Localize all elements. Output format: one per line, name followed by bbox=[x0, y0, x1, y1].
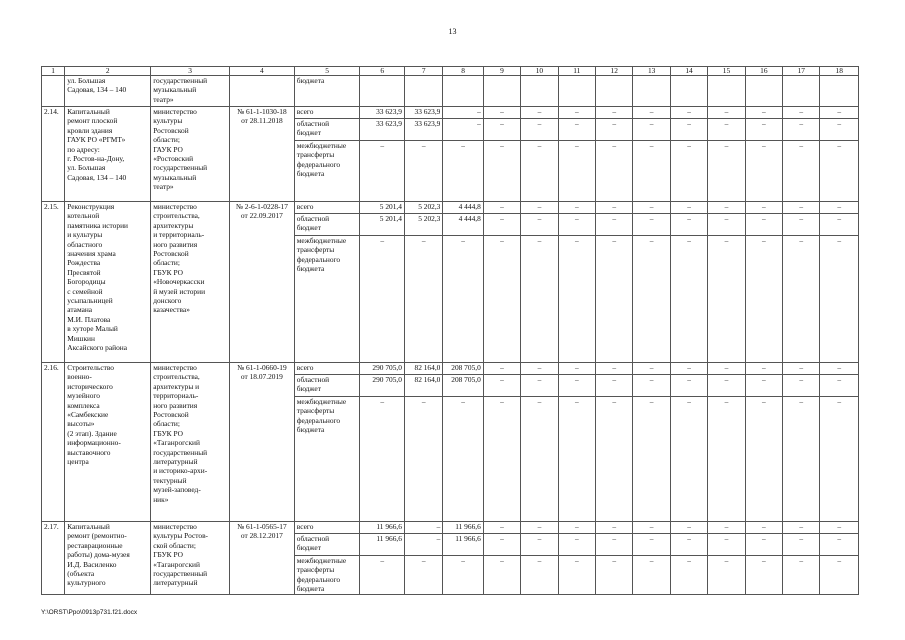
value-cell: – bbox=[708, 522, 745, 534]
value-cell: – bbox=[708, 534, 745, 556]
program-table bbox=[41, 66, 859, 595]
value-cell: – bbox=[670, 534, 707, 556]
value-cell: – bbox=[558, 202, 595, 214]
value-cell: 5 202,3 bbox=[404, 214, 442, 236]
value-cell: – bbox=[708, 556, 745, 595]
value-cell: – bbox=[633, 107, 670, 119]
object-name-cell: Реконструкция котельной памятника истории и культуры областного значения храма Рождества Пресвятой Богородицы с семейной усыпальницей атамана М.И. Платова в хуторе Малый Мишкин Аксайского района bbox=[65, 202, 151, 363]
value-cell: – bbox=[820, 397, 859, 522]
column-number-header: 8 bbox=[443, 67, 483, 76]
value-cell: – bbox=[633, 363, 670, 375]
column-number-header: 9 bbox=[483, 67, 520, 76]
value-cell: – bbox=[596, 397, 633, 522]
value-cell bbox=[360, 76, 404, 107]
value-cell: – bbox=[404, 141, 442, 202]
value-cell: – bbox=[483, 522, 520, 534]
value-cell: – bbox=[483, 236, 520, 363]
value-cell: – bbox=[820, 522, 859, 534]
funding-source-cell: межбюджетные трансферты федерального бюджета bbox=[294, 556, 360, 595]
value-cell: – bbox=[783, 141, 820, 202]
object-name-cell: Капитальный ремонт (ремонтно- реставрационные работы) дома-музея И.Д. Василенко (объекта культурного bbox=[65, 522, 151, 595]
value-cell: – bbox=[404, 397, 442, 522]
value-cell: – bbox=[745, 107, 782, 119]
value-cell: 4 444,8 bbox=[443, 202, 483, 214]
value-cell: 4 444,8 bbox=[443, 214, 483, 236]
value-cell: – bbox=[708, 236, 745, 363]
value-cell: – bbox=[360, 397, 404, 522]
column-number-header: 14 bbox=[670, 67, 707, 76]
value-cell: – bbox=[820, 534, 859, 556]
value-cell: – bbox=[596, 375, 633, 397]
value-cell: – bbox=[443, 556, 483, 595]
value-cell: – bbox=[558, 363, 595, 375]
value-cell: – bbox=[596, 236, 633, 363]
value-cell: – bbox=[443, 236, 483, 363]
item-number-cell: 2.14. bbox=[42, 107, 65, 202]
value-cell: 208 705,0 bbox=[443, 375, 483, 397]
value-cell: – bbox=[596, 556, 633, 595]
column-number-header: 7 bbox=[404, 67, 442, 76]
value-cell: – bbox=[708, 202, 745, 214]
object-name-cell: Строительство военно- исторического музейного комплекса «Самбекские высоты» (2 этап). Здание информационно- выставочного центра bbox=[65, 363, 151, 522]
value-cell: – bbox=[745, 375, 782, 397]
value-cell: – bbox=[820, 236, 859, 363]
value-cell: – bbox=[483, 397, 520, 522]
value-cell: – bbox=[404, 522, 442, 534]
value-cell: – bbox=[483, 375, 520, 397]
value-cell: – bbox=[633, 202, 670, 214]
value-cell: – bbox=[745, 236, 782, 363]
value-cell: – bbox=[820, 202, 859, 214]
value-cell: – bbox=[633, 534, 670, 556]
value-cell bbox=[670, 76, 707, 107]
value-cell: 290 705,0 bbox=[360, 375, 404, 397]
value-cell: – bbox=[596, 534, 633, 556]
value-cell: – bbox=[783, 214, 820, 236]
column-number-header: 3 bbox=[151, 67, 230, 76]
value-cell: – bbox=[670, 119, 707, 141]
column-number-header: 15 bbox=[708, 67, 745, 76]
value-cell: – bbox=[521, 214, 558, 236]
value-cell: – bbox=[483, 202, 520, 214]
funding-source-cell: областной бюджет bbox=[294, 534, 360, 556]
value-cell: – bbox=[708, 363, 745, 375]
value-cell: – bbox=[483, 141, 520, 202]
value-cell: 11 966,6 bbox=[443, 534, 483, 556]
value-cell: – bbox=[443, 141, 483, 202]
document-cell bbox=[230, 76, 295, 107]
column-number-header: 6 bbox=[360, 67, 404, 76]
column-number-header: 18 bbox=[820, 67, 859, 76]
object-name-cell: ул. Большая Садовая, 134 – 140 bbox=[65, 76, 151, 107]
value-cell: – bbox=[521, 534, 558, 556]
value-cell: – bbox=[404, 534, 442, 556]
funding-source-cell: бюджета bbox=[294, 76, 360, 107]
value-cell: 208 705,0 bbox=[443, 363, 483, 375]
value-cell: – bbox=[783, 363, 820, 375]
value-cell bbox=[783, 76, 820, 107]
value-cell: – bbox=[483, 119, 520, 141]
value-cell: – bbox=[783, 397, 820, 522]
value-cell: – bbox=[521, 363, 558, 375]
value-cell: – bbox=[558, 141, 595, 202]
value-cell: – bbox=[521, 236, 558, 363]
column-number-header: 12 bbox=[596, 67, 633, 76]
value-cell: – bbox=[521, 522, 558, 534]
value-cell: – bbox=[558, 534, 595, 556]
value-cell: – bbox=[483, 363, 520, 375]
value-cell: – bbox=[820, 375, 859, 397]
value-cell: – bbox=[783, 202, 820, 214]
value-cell: – bbox=[558, 214, 595, 236]
funding-source-cell: межбюджетные трансферты федерального бюджета bbox=[294, 141, 360, 202]
column-number-header: 5 bbox=[294, 67, 360, 76]
object-name-cell: Капитальный ремонт плоской кровли здания ГАУК РО «РГМТ» по адресу: г. Ростов-на-Дону, ул. Большая Садовая, 134 – 140 bbox=[65, 107, 151, 202]
value-cell: – bbox=[404, 236, 442, 363]
value-cell: – bbox=[558, 236, 595, 363]
value-cell: – bbox=[360, 556, 404, 595]
value-cell: – bbox=[708, 119, 745, 141]
value-cell: 33 623,9 bbox=[360, 119, 404, 141]
value-cell: – bbox=[596, 522, 633, 534]
value-cell: – bbox=[708, 107, 745, 119]
funding-source-cell: межбюджетные трансферты федерального бюджета bbox=[294, 236, 360, 363]
value-cell: – bbox=[521, 556, 558, 595]
value-cell: – bbox=[783, 119, 820, 141]
executor-cell: министерство строительства, архитектуры и территориаль- ного развития Ростовской области; ГБУК РО «Новочеркасски й музей истории донского казачества» bbox=[151, 202, 230, 363]
item-number-cell: 2.15. bbox=[42, 202, 65, 363]
funding-source-cell: всего bbox=[294, 363, 360, 375]
value-cell: – bbox=[596, 119, 633, 141]
value-cell: – bbox=[596, 141, 633, 202]
header-row bbox=[42, 67, 859, 76]
value-cell: – bbox=[443, 119, 483, 141]
value-cell: 5 201,4 bbox=[360, 202, 404, 214]
value-cell: – bbox=[783, 522, 820, 534]
value-cell: – bbox=[745, 534, 782, 556]
continuation-row bbox=[42, 76, 859, 107]
column-number-header: 10 bbox=[521, 67, 558, 76]
column-number-header: 17 bbox=[783, 67, 820, 76]
value-cell: – bbox=[558, 107, 595, 119]
value-cell: 11 966,6 bbox=[360, 522, 404, 534]
table-row bbox=[42, 363, 859, 375]
value-cell: – bbox=[521, 107, 558, 119]
value-cell: – bbox=[633, 397, 670, 522]
column-number-header: 11 bbox=[558, 67, 595, 76]
document-cell: № 61-1-1030-18 от 28.11.2018 bbox=[230, 107, 295, 202]
item-number-cell: 2.16. bbox=[42, 363, 65, 522]
value-cell bbox=[633, 76, 670, 107]
value-cell: – bbox=[633, 214, 670, 236]
value-cell: – bbox=[820, 107, 859, 119]
value-cell: 82 164,0 bbox=[404, 375, 442, 397]
executor-cell: министерство культуры Ростов- ской области; ГБУК РО «Таганрогский государственный литературный bbox=[151, 522, 230, 595]
value-cell: – bbox=[745, 202, 782, 214]
value-cell: 82 164,0 bbox=[404, 363, 442, 375]
value-cell: – bbox=[670, 556, 707, 595]
item-number-cell: 2.17. bbox=[42, 522, 65, 595]
value-cell: – bbox=[443, 397, 483, 522]
document-cell: № 61-1-0660-19 от 18.07.2019 bbox=[230, 363, 295, 522]
executor-cell: государственный музыкальный театр» bbox=[151, 76, 230, 107]
value-cell: – bbox=[521, 119, 558, 141]
value-cell: 5 202,3 bbox=[404, 202, 442, 214]
value-cell: – bbox=[820, 214, 859, 236]
value-cell: – bbox=[521, 375, 558, 397]
document-cell: № 61-1-0565-17 от 28.12.2017 bbox=[230, 522, 295, 595]
value-cell: – bbox=[596, 363, 633, 375]
column-number-header: 13 bbox=[633, 67, 670, 76]
value-cell: – bbox=[745, 214, 782, 236]
value-cell bbox=[708, 76, 745, 107]
value-cell: – bbox=[783, 375, 820, 397]
value-cell: – bbox=[558, 119, 595, 141]
value-cell: – bbox=[633, 522, 670, 534]
value-cell: – bbox=[745, 141, 782, 202]
value-cell: – bbox=[670, 522, 707, 534]
value-cell: – bbox=[633, 141, 670, 202]
value-cell: – bbox=[483, 534, 520, 556]
executor-cell: министерство культуры Ростовской области; ГАУК РО «Ростовский государственный музыкальный театр» bbox=[151, 107, 230, 202]
value-cell: – bbox=[633, 236, 670, 363]
value-cell: 33 623,9 bbox=[360, 107, 404, 119]
value-cell: – bbox=[558, 522, 595, 534]
value-cell bbox=[596, 76, 633, 107]
value-cell: – bbox=[670, 236, 707, 363]
value-cell: 11 966,6 bbox=[360, 534, 404, 556]
value-cell: – bbox=[745, 119, 782, 141]
executor-cell: министерство строительства, архитектуры и территориаль- ного развития Ростовской области; ГБУК РО «Таганрогский государственный литературный и историко-архи- тектурный музей-заповед- ник» bbox=[151, 363, 230, 522]
value-cell: – bbox=[708, 214, 745, 236]
value-cell: – bbox=[633, 556, 670, 595]
value-cell bbox=[745, 76, 782, 107]
value-cell bbox=[404, 76, 442, 107]
funding-source-cell: всего bbox=[294, 202, 360, 214]
value-cell: – bbox=[521, 141, 558, 202]
funding-source-cell: областной бюджет bbox=[294, 119, 360, 141]
value-cell: – bbox=[483, 556, 520, 595]
column-number-header: 1 bbox=[42, 67, 65, 76]
value-cell bbox=[820, 76, 859, 107]
value-cell: – bbox=[708, 397, 745, 522]
column-number-header: 2 bbox=[65, 67, 151, 76]
value-cell: – bbox=[483, 214, 520, 236]
value-cell: – bbox=[745, 363, 782, 375]
value-cell: – bbox=[558, 556, 595, 595]
value-cell: – bbox=[708, 375, 745, 397]
table-row bbox=[42, 202, 859, 214]
funding-source-cell: всего bbox=[294, 107, 360, 119]
value-cell: – bbox=[670, 141, 707, 202]
value-cell: – bbox=[558, 397, 595, 522]
value-cell: 290 705,0 bbox=[360, 363, 404, 375]
value-cell: 5 201,4 bbox=[360, 214, 404, 236]
value-cell: – bbox=[633, 375, 670, 397]
value-cell: – bbox=[360, 236, 404, 363]
value-cell: – bbox=[670, 375, 707, 397]
value-cell: – bbox=[745, 522, 782, 534]
value-cell: 11 966,6 bbox=[443, 522, 483, 534]
value-cell: – bbox=[745, 397, 782, 522]
column-number-header: 16 bbox=[745, 67, 782, 76]
value-cell: – bbox=[596, 202, 633, 214]
value-cell bbox=[521, 76, 558, 107]
funding-source-cell: областной бюджет bbox=[294, 375, 360, 397]
value-cell: – bbox=[783, 107, 820, 119]
value-cell: – bbox=[483, 107, 520, 119]
document-cell: № 2-6-1-0228-17 от 22.09.2017 bbox=[230, 202, 295, 363]
value-cell: – bbox=[820, 141, 859, 202]
value-cell bbox=[483, 76, 520, 107]
value-cell: – bbox=[670, 202, 707, 214]
value-cell: – bbox=[670, 214, 707, 236]
table-row bbox=[42, 522, 859, 534]
value-cell: – bbox=[596, 214, 633, 236]
value-cell: – bbox=[360, 141, 404, 202]
value-cell: – bbox=[521, 397, 558, 522]
value-cell: – bbox=[820, 556, 859, 595]
value-cell: – bbox=[443, 107, 483, 119]
value-cell: 33 623,9 bbox=[404, 107, 442, 119]
value-cell bbox=[443, 76, 483, 107]
value-cell: – bbox=[820, 119, 859, 141]
column-number-header: 4 bbox=[230, 67, 295, 76]
value-cell: – bbox=[558, 375, 595, 397]
value-cell: – bbox=[783, 556, 820, 595]
value-cell: – bbox=[708, 141, 745, 202]
file-path-footer: Y:\ORST\Ppo\0913p731.f21.docx bbox=[41, 609, 138, 616]
value-cell: – bbox=[404, 556, 442, 595]
value-cell: – bbox=[596, 107, 633, 119]
item-number-cell bbox=[42, 76, 65, 107]
value-cell: – bbox=[670, 107, 707, 119]
value-cell: – bbox=[783, 236, 820, 363]
value-cell: – bbox=[820, 363, 859, 375]
funding-source-cell: областной бюджет bbox=[294, 214, 360, 236]
value-cell: – bbox=[783, 534, 820, 556]
value-cell bbox=[558, 76, 595, 107]
value-cell: – bbox=[670, 363, 707, 375]
value-cell: 33 623,9 bbox=[404, 119, 442, 141]
table-row bbox=[42, 107, 859, 119]
value-cell: – bbox=[745, 556, 782, 595]
value-cell: – bbox=[670, 397, 707, 522]
funding-source-cell: всего bbox=[294, 522, 360, 534]
page-number: 13 bbox=[448, 27, 457, 36]
funding-source-cell: межбюджетные трансферты федерального бюджета bbox=[294, 397, 360, 522]
value-cell: – bbox=[521, 202, 558, 214]
value-cell: – bbox=[633, 119, 670, 141]
